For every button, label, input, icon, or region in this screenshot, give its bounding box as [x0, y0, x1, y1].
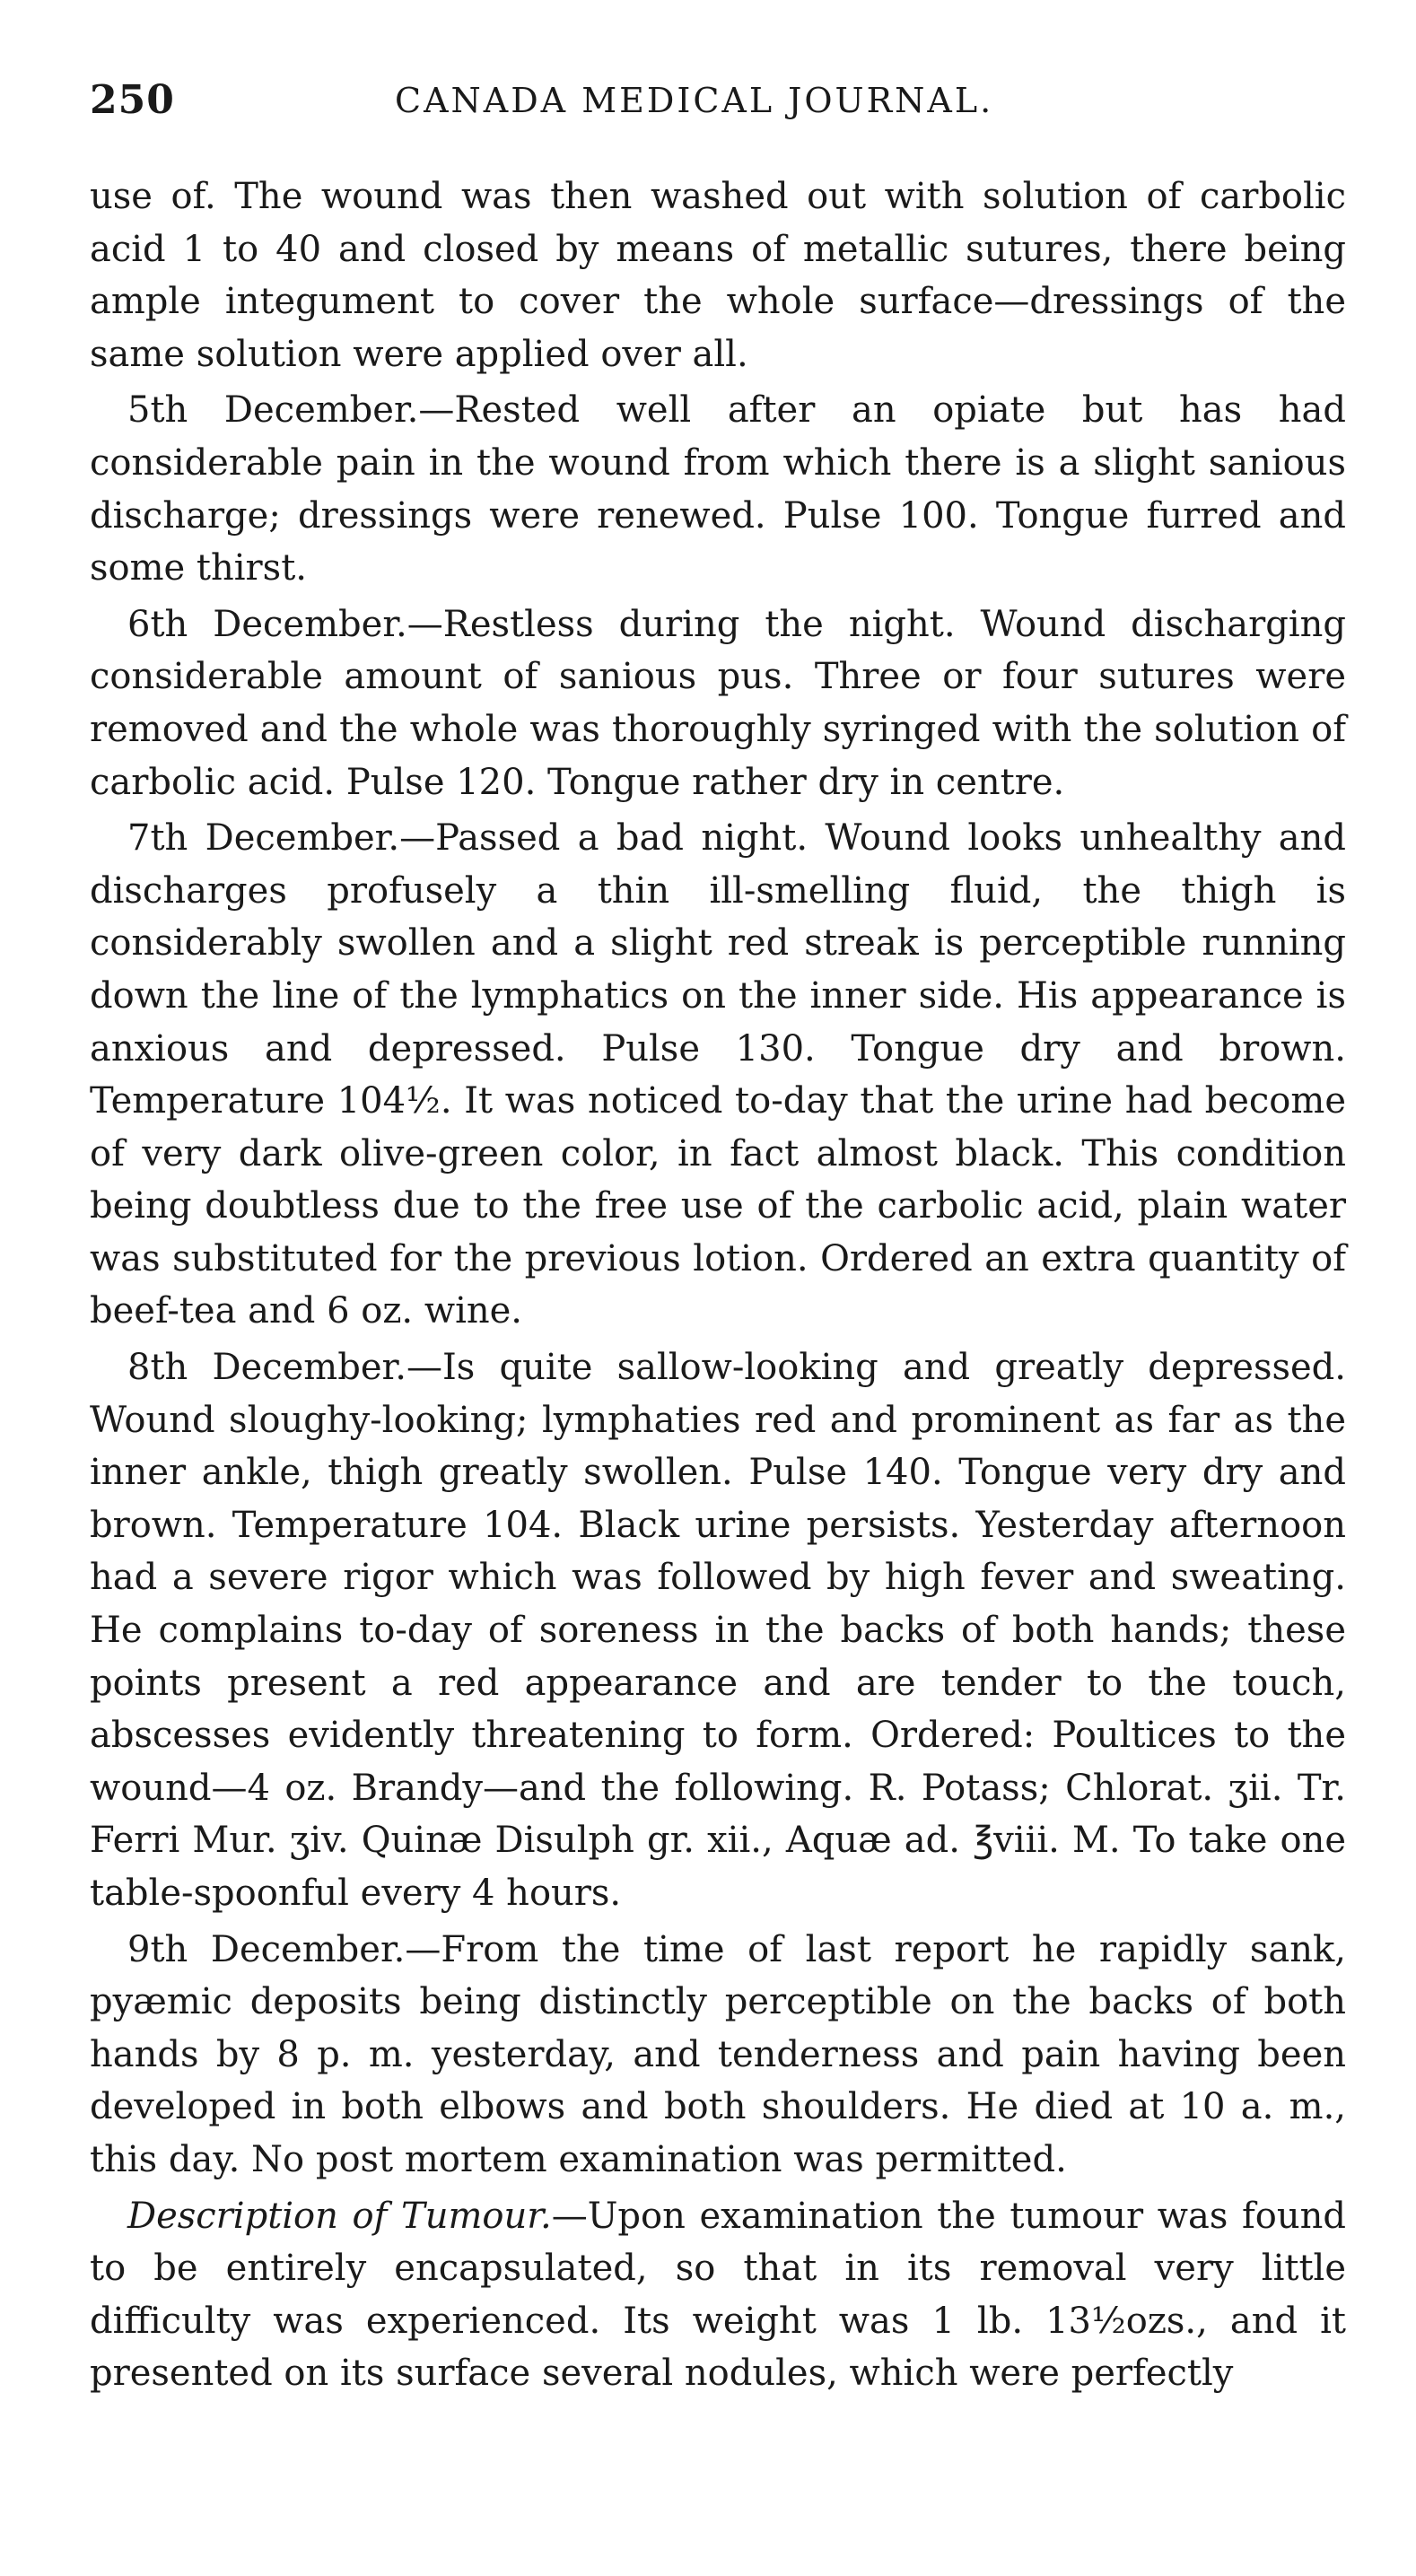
- journal-title: CANADA MEDICAL JOURNAL.: [395, 81, 994, 120]
- paragraph-8th-december: [90, 1341, 1346, 1920]
- article-body: [90, 170, 1346, 2400]
- paragraph-wound-closure: [90, 170, 1346, 380]
- paragraph-6th-december: [90, 598, 1346, 808]
- paragraph-text: 5th December.—Rested well after an opiate but has had considerable pain in the wound from which there is a slight sanious discharge; dressings were renewed. Pulse 100. Tongue furred and some thirst.: [90, 389, 1346, 589]
- paragraph-text: —Upon examination the tumour was found to be entirely encapsulated, so that in its removal very little difficulty was experienced. Its weight was 1 lb. 13½ozs., and it presented on its surface several nodules, which were perfectly: [90, 2195, 1346, 2395]
- paragraph-description-of-tumour: [90, 2190, 1346, 2400]
- section-lead-heading: Description of Tumour.: [127, 2195, 552, 2237]
- paragraph-text: use of. The wound was then washed out with solution of carbolic acid 1 to 40 and closed by means of metallic sutures, there being ample integument to cover the whole surface—dressings of the same solution were applied over all.: [90, 176, 1346, 375]
- paragraph-5th-december: [90, 384, 1346, 594]
- running-head: [90, 77, 1335, 140]
- paragraph-text: 6th December.—Restless during the night. Wound discharging considerable amount of sanious pus. Three or four sutures were removed and the whole was thoroughly syringed with the solution of carbolic acid. Pulse 120. Tongue rather dry in centre.: [90, 603, 1346, 803]
- paragraph-text: 7th December.—Passed a bad night. Wound looks unhealthy and discharges profusely a thin ill-smelling fluid, the thigh is considerably swollen and a slight red streak is perceptible running down the line of the lymphatics on the inner side. His appearance is anxious and depressed. Pulse 130. Tongue dry and brown. Temperature 104½. It was noticed to-day that the urine had become of very dark olive-green color, in fact almost black. This condition being doubtless due to the free use of the carbolic acid, plain water was substituted for the previous lotion. Ordered an extra quantity of beef-tea and 6 oz. wine.: [90, 817, 1346, 1332]
- paragraph-7th-december: [90, 812, 1346, 1338]
- paragraph-9th-december: [90, 1924, 1346, 2187]
- paragraph-text: 8th December.—Is quite sallow-looking and greatly depressed. Wound sloughy-looking; lymphaties red and prominent as far as the inner ankle, thigh greatly swollen. Pulse 140. Tongue very dry and brown. Temperature 104. Black urine persists. Yesterday afternoon had a severe rigor which was followed by high fever and sweating. He complains to-day of soreness in the backs of both hands; these points present a red appearance and are tender to the touch, abscesses evidently threatening to form. Ordered: Poultices to the wound—4 oz. Brandy—and the following. R. Potass; Chlorat. ʒii. Tr. Ferri Mur. ʒiv. Quinæ Disulph gr. xii., Aquæ ad. ℥viii. M. To take one table-spoonful every 4 hours.: [90, 1347, 1346, 1914]
- paragraph-text: 9th December.—From the time of last report he rapidly sank, pyæmic deposits being distinctly perceptible on the backs of both hands by 8 p. m. yesterday, and tenderness and pain having been developed in both elbows and both shoulders. He died at 10 a. m., this day. No post mortem examination was permitted.: [90, 1928, 1346, 2180]
- page-number: 250: [90, 77, 175, 123]
